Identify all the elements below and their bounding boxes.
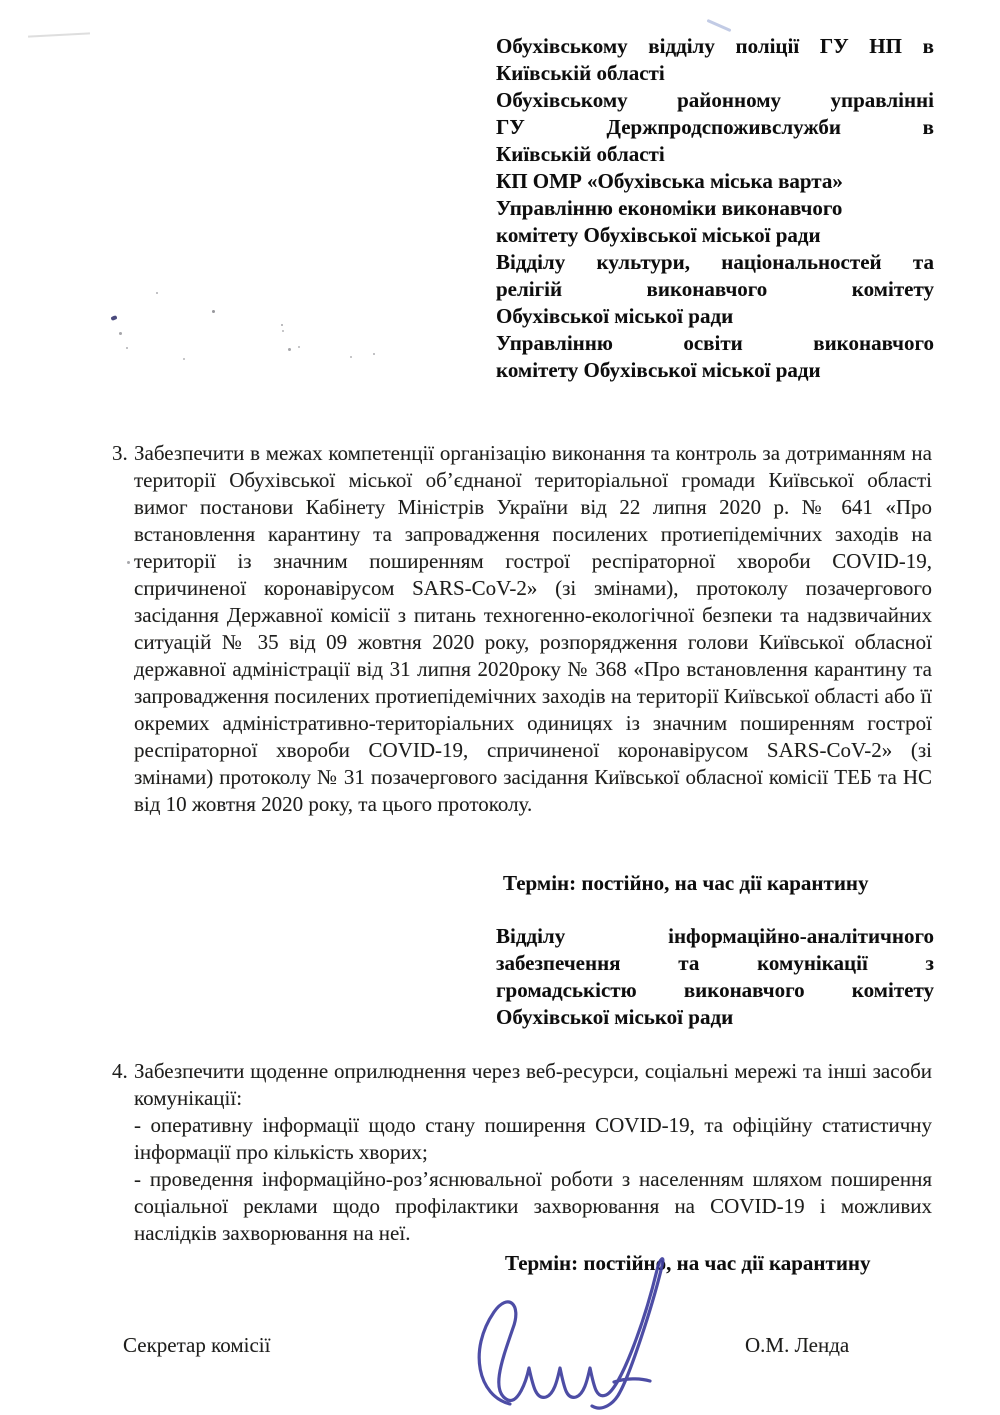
scan-speck (183, 358, 185, 360)
scan-speck (298, 346, 300, 348)
addressee-line: Обухівської міської ради (496, 1005, 734, 1029)
clause-3-number: 3. (112, 441, 128, 465)
clause-4-intro: Забезпечити щоденне оприлюднення через веб-ресурси, соціальні мережі та інші засоби комунікації: (134, 1059, 932, 1110)
clause-4-bullet-2: - проведення інформаційно-роз’яснювальної роботи з населенням шляхом поширення соціальної реклами щодо профілактики захворювання на COVID-19 і можливих наслідків захворювання на неї. (134, 1167, 932, 1245)
scan-speck (212, 310, 215, 313)
scan-speck (282, 330, 284, 332)
addressee-line: Управлінню освіти виконавчого (496, 331, 934, 355)
scan-speck (119, 332, 122, 335)
signatory-name: О.М. Ленда (745, 1333, 850, 1357)
addressee-line: Обухівському відділу поліції ГУ НП в (496, 34, 934, 58)
addressee-line: Київській області (496, 142, 665, 166)
scan-speck (373, 353, 375, 355)
scan-speck (126, 347, 128, 349)
addressee-line: Управлінню економіки виконавчого (496, 196, 843, 220)
clause-3-text: Забезпечити в межах компетенції організацію виконання та контроль за дотриманням на території Обухівської міської об’єднаної територіальної громади Київської області вимог постанови Кабінету Міністрів України від 22 липня 2020 р. № 641 «Про встановлення карантину та запровадження посилених протиепідемічних заходів на території із значним поширенням гострої респіраторної хвороби COVID-19, спричиненої коронавірусом SARS-CoV-2» (зі змінами), протоколу позачергового засідання Державної комісії з питань техногенно-екологічної безпеки та надзвичайних ситуацій № 35 від 09 жовтня 2020 року, розпорядження голови Київської обласної державної адміністрації від 31 липня 2020року № 368 «Про встановлення карантину та запровадження посилених протиепідемічних заходів на території Київської області або її окремих адміністративно-територіальних одиницях із значним поширенням гострої респіраторної хвороби COVID-19, спричиненої коронавірусом SARS-CoV-2» (зі змінами) протоколу № 31 позачергового засідання Київської обласної комісії ТЕБ та НС від 10 жовтня 2020 року, та цього протоколу. (134, 441, 932, 816)
clause-3 (112, 440, 932, 818)
clause-4-bullet-1: - оперативну інформації щодо стану поширення COVID-19, та офіційну статистичну інформації про кількість хворих; (134, 1113, 932, 1164)
addressee-line: ГУ Держпродспоживслужби в (496, 115, 934, 139)
addressee-line: Обухівському районному управлінні (496, 88, 934, 112)
addressee-block-1 (496, 33, 934, 384)
addressee-line: Відділу культури, національностей та (496, 250, 934, 274)
scan-speck (350, 356, 352, 358)
scan-speck (281, 324, 283, 326)
addressee-block-2 (496, 923, 934, 1031)
handwritten-signature (438, 1246, 688, 1415)
signatory-role: Секретар комісії (123, 1333, 271, 1357)
addressee-line: забезпечення та комунікації з (496, 951, 934, 975)
clause-4 (112, 1058, 932, 1247)
scan-speck (156, 292, 158, 294)
term-note-2: Термін: постійно, на час дії карантину (505, 1251, 871, 1275)
scan-smudge (707, 19, 732, 32)
addressee-line: Відділу інформаційно-аналітичного (496, 924, 934, 948)
scan-speck (288, 348, 291, 351)
addressee-line: КП ОМР «Обухівська міська варта» (496, 169, 843, 193)
addressee-line: комітету Обухівської міської ради (496, 223, 821, 247)
addressee-line: комітету Обухівської міської ради (496, 358, 821, 382)
scan-scratch (28, 32, 90, 37)
addressee-line: Обухівської міської ради (496, 304, 734, 328)
clause-4-number: 4. (112, 1059, 128, 1083)
term-note-1: Термін: постійно, на час дії карантину (503, 871, 869, 895)
scan-speck (110, 315, 117, 321)
addressee-line: релігій виконавчого комітету (496, 277, 934, 301)
addressee-line: Київській області (496, 61, 665, 85)
addressee-line: громадськістю виконавчого комітету (496, 978, 934, 1002)
